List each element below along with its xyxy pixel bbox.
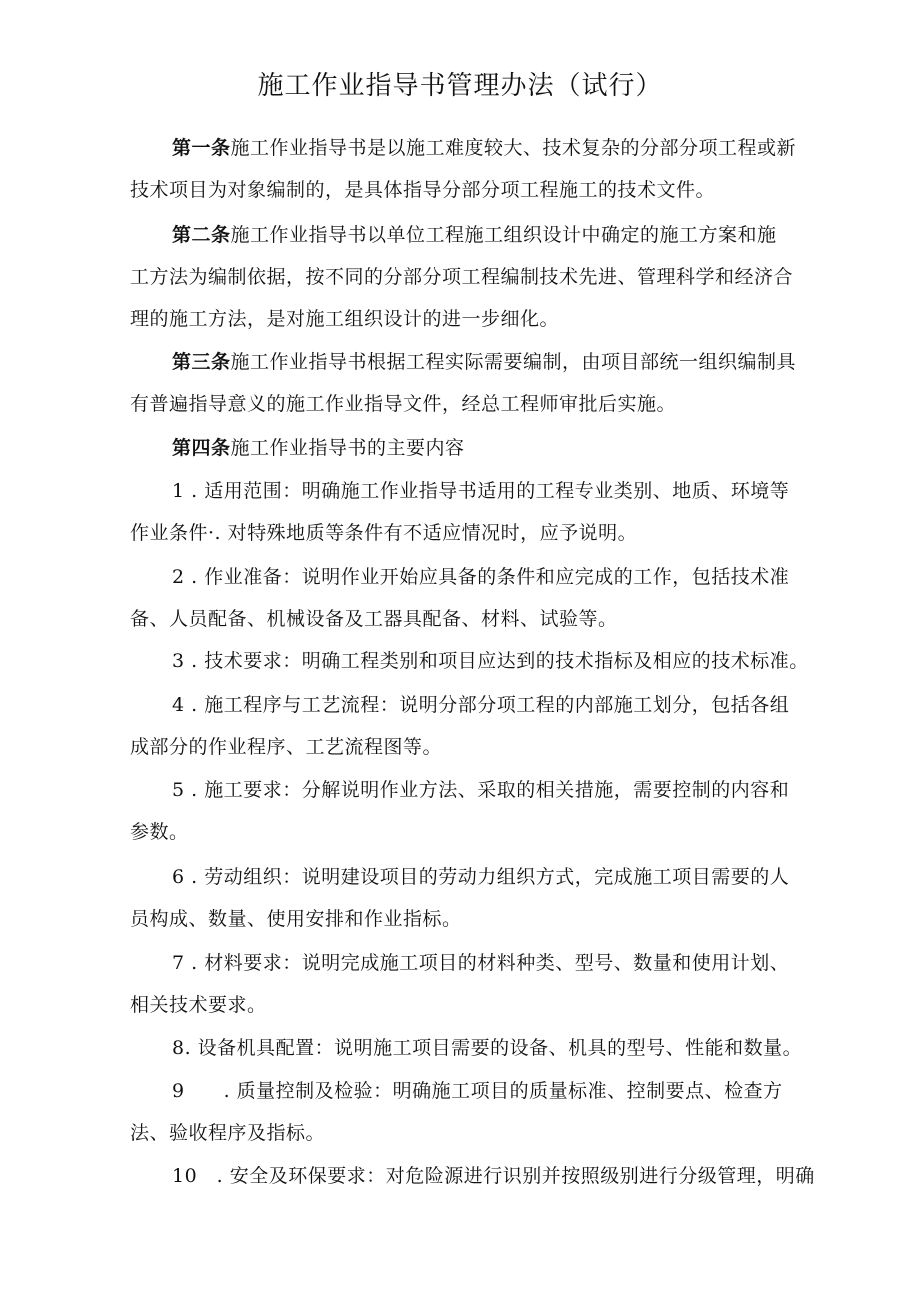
article-4 bbox=[130, 427, 816, 469]
item-6-line-1: 6 . 劳动组织：说明建设项目的劳动力组织方式，完成施工项目需要的人 bbox=[172, 866, 790, 888]
article-4-text-1: 施工作业指导书的主要内容 bbox=[230, 437, 465, 459]
item-4 bbox=[130, 684, 816, 768]
item-6 bbox=[130, 856, 816, 940]
item-8 bbox=[130, 1027, 816, 1069]
article-4-lead: 第四条 bbox=[172, 437, 231, 459]
article-1-lead: 第一条 bbox=[172, 137, 231, 159]
item-9-line-2: 法、验收程序及指标。 bbox=[130, 1122, 326, 1144]
item-2-line-2: 备、人员配备、机械设备及工器具配备、材料、试验等。 bbox=[130, 608, 618, 630]
article-1-line-2: 技术项目为对象编制的，是具体指导分部分项工程施工的技术文件。 bbox=[130, 179, 716, 201]
article-2-line-2: 工方法为编制依据，按不同的分部分项工程编制技术先进、管理科学和经济合 bbox=[130, 266, 794, 288]
item-8-line-1: 8. 设备机具配置：说明施工项目需要的设备、机具的型号、性能和数量。 bbox=[172, 1037, 803, 1059]
item-5 bbox=[130, 769, 816, 853]
article-2-text-1: 施工作业指导书以单位工程施工组织设计中确定的施工方案和施 bbox=[230, 224, 777, 246]
item-2 bbox=[130, 556, 816, 640]
item-1-line-1: 1 . 适用范围：明确施工作业指导书适用的工程专业类别、地质、环境等 bbox=[172, 480, 790, 502]
item-4-line-1: 4 . 施工程序与工艺流程：说明分部分项工程的内部施工划分，包括各组 bbox=[172, 694, 790, 716]
item-7-line-2: 相关技术要求。 bbox=[130, 994, 267, 1016]
item-7 bbox=[130, 942, 816, 1026]
item-9 bbox=[130, 1070, 816, 1154]
item-5-line-2: 参数。 bbox=[130, 821, 189, 843]
item-3 bbox=[130, 640, 816, 682]
item-2-line-1: 2 . 作业准备：说明作业开始应具备的条件和应完成的工作，包括技术准 bbox=[172, 566, 790, 588]
item-1 bbox=[130, 470, 816, 554]
article-3-text-1: 施工作业指导书根据工程实际需要编制，由项目部统一组织编制具 bbox=[230, 351, 797, 373]
article-3-lead: 第三条 bbox=[172, 351, 231, 373]
article-2-line-1 bbox=[130, 214, 816, 256]
article-1 bbox=[130, 127, 816, 211]
item-5-line-1: 5 . 施工要求：分解说明作业方法、采取的相关措施，需要控制的内容和 bbox=[172, 779, 790, 801]
item-10-line-1: 10 . 安全及环保要求：对危险源进行识别并按照级别进行分级管理，明确 bbox=[172, 1165, 815, 1187]
article-2 bbox=[130, 214, 816, 340]
article-1-text-1: 施工作业指导书是以施工难度较大、技术复杂的分部分项工程或新 bbox=[230, 137, 797, 159]
item-1-line-2: 作业条件·. 对特殊地质等条件有不适应情况时，应予说明。 bbox=[130, 522, 638, 544]
article-2-lead: 第二条 bbox=[172, 224, 231, 246]
item-10 bbox=[130, 1155, 816, 1197]
article-1-line-1 bbox=[130, 127, 816, 169]
article-4-line-1 bbox=[130, 427, 816, 469]
article-2-line-3: 理的施工方法，是对施工组织设计的进一步细化。 bbox=[130, 308, 560, 330]
item-7-line-1: 7 . 材料要求：说明完成施工项目的材料种类、型号、数量和使用计划、 bbox=[172, 952, 790, 974]
article-3-line-2: 有普遍指导意义的施工作业指导文件，经总工程师审批后实施。 bbox=[130, 393, 677, 415]
item-9-line-1: 9 . 质量控制及检验：明确施工项目的质量标准、控制要点、检查方 bbox=[172, 1080, 783, 1102]
article-3-line-1 bbox=[130, 341, 816, 383]
item-4-line-2: 成部分的作业程序、工艺流程图等。 bbox=[130, 736, 443, 758]
item-3-line-1: 3 . 技术要求：明确工程类别和项目应达到的技术指标及相应的技术标准。 bbox=[172, 650, 809, 672]
article-3 bbox=[130, 341, 816, 425]
document-title: 施工作业指导书管理办法（试行） bbox=[257, 71, 663, 101]
item-6-line-2: 员构成、数量、使用安排和作业指标。 bbox=[130, 908, 462, 930]
